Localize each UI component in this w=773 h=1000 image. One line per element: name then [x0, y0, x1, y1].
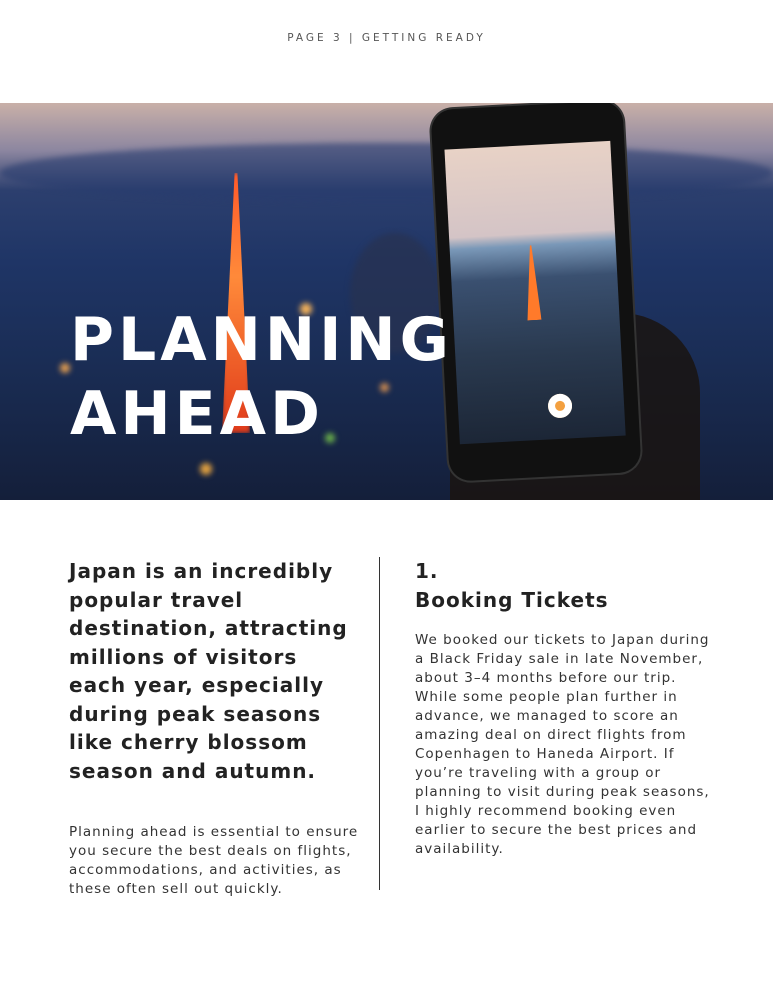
lead-paragraph: Japan is an incredibly popular travel destination, attracting millions of visitors each year, especially during peak seasons like cherry blossom season and autumn. [69, 559, 348, 783]
column-divider [379, 557, 380, 890]
page-title [70, 303, 453, 451]
shutter-icon [547, 393, 572, 418]
intro-paragraph: Planning ahead is essential to ensure you secure the best deals on flights, accommodations, and activities, as these often sell out quickly. [69, 824, 359, 897]
page-header: PAGE 3 | GETTING READY [287, 32, 486, 44]
section-body: We booked our tickets to Japan during a Black Friday sale in late November, about 3–4 months before our trip. While some people plan further in advance, we managed to score an amazing deal on direct flights from Copenhagen to Haneda Airport. If you’re traveling with a group or planning to visit during peak seasons, I highly recommend booking even earlier to secure the best prices and availability. [415, 632, 710, 857]
section-heading: Booking Tickets [415, 587, 609, 612]
hero-image [0, 103, 773, 500]
left-column [69, 557, 359, 899]
smartphone [430, 103, 641, 482]
right-column [415, 557, 715, 859]
title-line-2: AHEAD [70, 379, 324, 449]
title-line-1: PLANNING [70, 305, 453, 375]
section-number: 1. [415, 559, 439, 583]
